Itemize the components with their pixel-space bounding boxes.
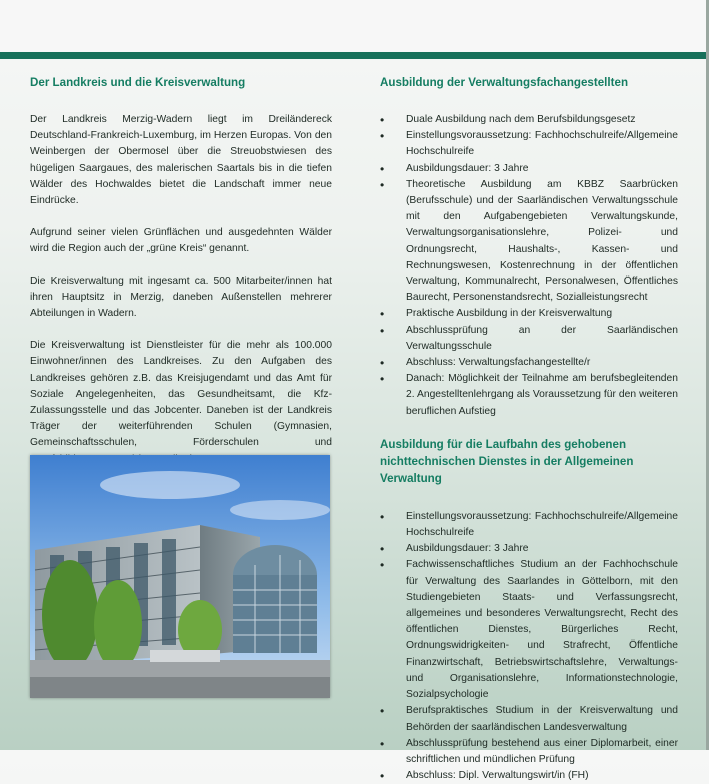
paragraph-services: Die Kreisverwaltung ist Dienstleister für die mehr als 100.000 Einwohner/innen des Landkreises. Zu den Aufgaben des Landkreises gehören z.B. das Kreisjugendamt und das Amt für Soziale Angelegenheiten, das Gesundheitsamt, die Kfz-Zulassungsstelle und das Jobcenter. Daneben ist der Landkreis Träger der weiterführenden Schulen (Gymnasien, Gemeinschaftsschulen, Förderschulen und <box>30 340 332 449</box>
left-column <box>30 76 332 484</box>
top-margin <box>0 0 709 52</box>
list-item: • Einstellungsvoraussetzung: Fachhochschulreife/Allgemeine Hochschulreife <box>380 509 678 541</box>
list-item: • Berufspraktisches Studium in der Kreisverwaltung und Behörden der saarländischen Landesverwaltung <box>380 703 678 735</box>
building-photo <box>30 455 330 698</box>
list-item: • Einstellungsvoraussetzung: Fachhochschulreife/Allgemeine Hochschulreife <box>380 128 678 160</box>
list-item: • Abschlussprüfung bestehend aus einer Diplomarbeit, einer schriftlichen und mündlichen Prüfung <box>380 736 678 768</box>
left-heading: Der Landkreis und die Kreisverwaltung <box>30 76 246 89</box>
list-item: • Danach: Möglichkeit der Teilnahme am berufsbegleitenden 2. Angestelltenlehrgang als Voraussetzung für den weiteren beruflichen Aufstieg <box>380 371 678 420</box>
list-item: • Abschlussprüfung an der Saarländischen Verwaltungsschule <box>380 323 678 355</box>
list-item: • Ausbildungsdauer: 3 Jahre <box>380 161 678 177</box>
list-item: • Ausbildungsdauer: 3 Jahre <box>380 541 678 557</box>
heading-verwaltungsfachangestellte: Ausbildung der Verwaltungsfachangestellten <box>380 76 629 89</box>
list-item: • Praktische Ausbildung in der Kreisverwaltung <box>380 306 678 322</box>
list-item: • Abschluss: Verwaltungsfachangestellte/r <box>380 355 678 371</box>
paragraph-green-district: Aufgrund seiner vielen Grünflächen und ausgedehnten Wälder wird die Region auch der „grüne Kreis“ genannt. <box>30 227 332 255</box>
list-item: • Fachwissenschaftliches Studium an der Fachhochschule für Verwaltung des Saarlandes in Göttelborn, mit den Studiengebieten Staats- und Verfassungsrecht, allgemeines und besonderes Verwaltungsrecht, Recht des öffentlichen Dienstes, Bürgerliches Recht, Ordnungswidrigkeiten- und Strafrecht, Öffentliche Finanzwirtschaft, Betriebswirtschaftslehre, Verwaltungs- und Organisationslehre, Informationstechnologie, Sozialpsychologie <box>380 557 678 703</box>
list-item: • Theoretische Ausbildung am KBBZ Saarbrücken (Berufsschule) und der Saarländischen Verwaltungsschule mit den Aufgabengebieten Verwaltungskunde, Verwaltungsorganisationslehre, Polizei- und Ordnungsrecht, Haushalts-, Kassen- und Rechnungswesen, Kostenrechnung in der öffentlichen Verwaltung, Kommunalrecht, Personalwesen, Öffentliches Baurecht, Personenstandsrecht, Sozialleistungsrecht <box>380 177 678 307</box>
list-item: • Abschluss: Dipl. Verwaltungswirt/in (FH) <box>380 768 678 784</box>
heading-gehobener-dienst: Ausbildung für die Laufbahn des gehobenen nichttechnischen Dienstes in der Allgemeinen Verwaltung <box>380 437 634 485</box>
paragraph-staff: Die Kreisverwaltung mit ingesamt ca. 500 Mitarbeiter/innen hat ihren Hauptsitz in Merzig, daneben Außenstellen mehrerer Abteilungen in Wadern. <box>30 275 332 320</box>
list-gehobener-dienst <box>380 509 678 784</box>
paragraph-intro: Der Landkreis Merzig-Wadern liegt im Dreiländereck Deutschland-Frankreich-Luxemburg, im Herzen Europas. Von den Weinbergen der Obermosel über die Streuobstwiesen des hügeligen Saargaues, des malerischen Saartals bis in die tiefen Wälder des Hochwaldes bietet die Landschaft immer neue Eindrücke. <box>30 114 332 207</box>
list-verwaltungsfachangestellte <box>380 112 678 420</box>
header-rule <box>0 52 709 59</box>
list-item: • Duale Ausbildung nach dem Berufsbildungsgesetz <box>380 112 678 128</box>
right-column <box>380 76 678 784</box>
